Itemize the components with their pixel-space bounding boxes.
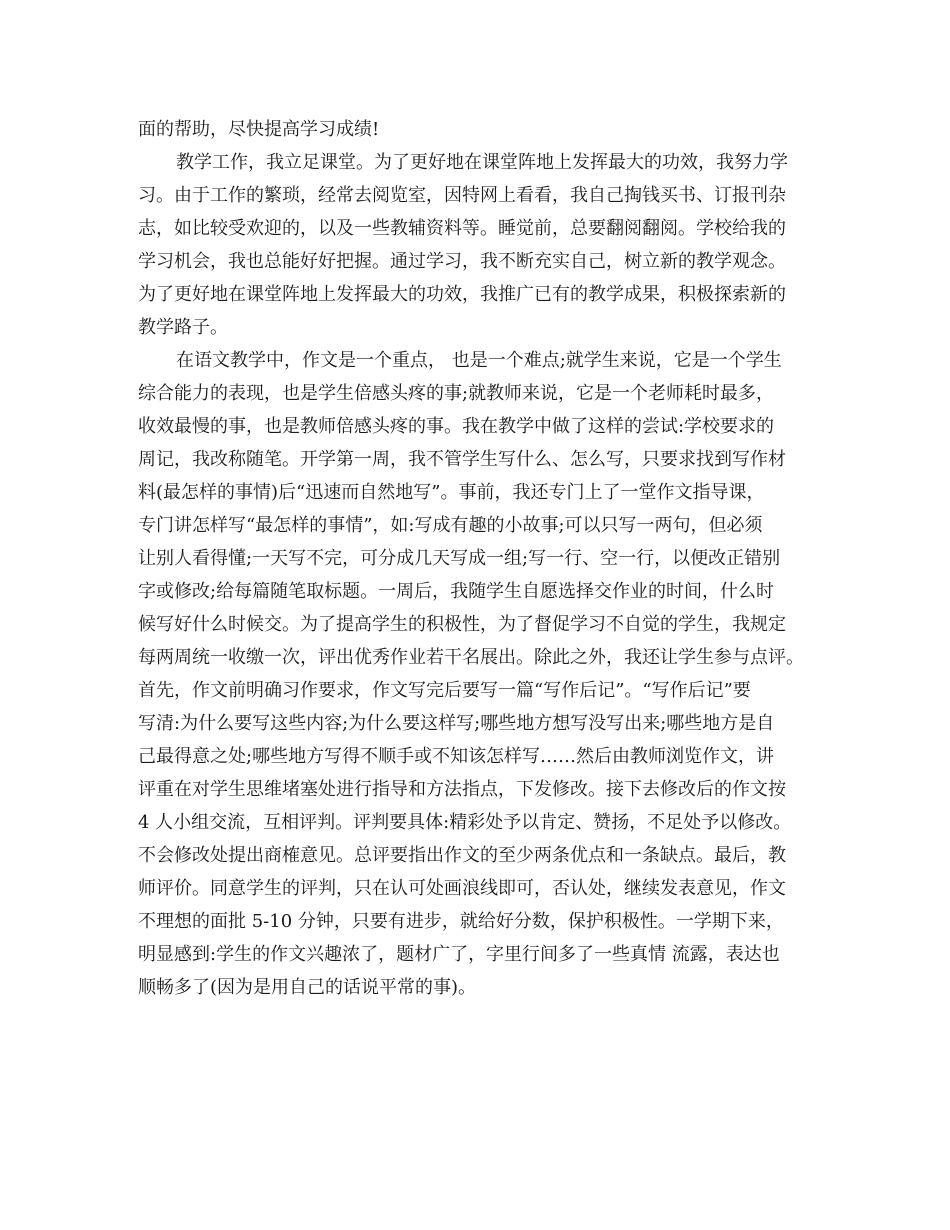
text-line: 教学工作，我立足课堂。为了更好地在课堂阵地上发挥最大的功效，我努力学 — [176, 152, 788, 173]
text-line: 字或修改;给每篇随笔取标题。一周后，我随学生自愿选择交作业的时间，什么时 — [138, 581, 775, 602]
text-line: 收效最慢的事，也是教师倍感头疼的事。我在教学中做了这样的尝试:学校要求的 — [138, 416, 775, 437]
text-line: 己最得意之处;哪些地方写得不顺手或不知该怎样写……然后由教师浏览作文，讲 — [138, 746, 775, 767]
text-line: 不理想的面批 5-10 分钟，只要有进步，就给好分数，保护积极性。一学期下来， — [138, 911, 784, 932]
text-line: 志，如比较受欢迎的，以及一些教辅资料等。睡觉前，总要翻阅翻阅。学校给我的 — [138, 218, 786, 239]
text-line: 不会修改处提出商榷意见。总评要指出作文的至少两条优点和一条缺点。最后，教 — [138, 845, 786, 866]
text-line: 评重在对学生思维堵塞处进行指导和方法指点，下发修改。接下去修改后的作文按 — [138, 779, 786, 800]
text-line: 料(最怎样的事情)后“迅速而自然地写”。事前，我还专门上了一堂作文指导课， — [138, 482, 765, 503]
text-line: 教学路子。 — [138, 317, 228, 338]
text-line: 每两周统一收缴一次，评出优秀作业若干名展出。除此之外，我还让学生参与点评。 — [138, 647, 804, 668]
text-line: 师评价。同意学生的评判，只在认可处画浪线即可，否认处，继续发表意见，作文 — [138, 878, 786, 899]
text-line: 顺畅多了(因为是用自己的话说平常的事)。 — [138, 977, 477, 998]
text-line: 为了更好地在课堂阵地上发挥最大的功效，我推广已有的教学成果，积极探索新的 — [138, 284, 786, 305]
text-line: 周记，我改称随笔。开学第一周，我不管学生写什么、怎么写，只要求找到写作材 — [138, 449, 786, 470]
text-line: 习。由于工作的繁琐，经常去阅览室，因特网上看看，我自己掏钱买书、订报刊杂 — [138, 185, 786, 206]
text-line: 在语文教学中，作文是一个重点， 也是一个难点;就学生来说，它是一个学生 — [176, 350, 782, 371]
text-line: 面的帮助，尽快提高学习成绩! — [138, 119, 380, 140]
text-line: 首先，作文前明确习作要求，作文写完后要写一篇“写作后记”。“写作后记”要 — [138, 680, 751, 701]
text-line: 候写好什么时候交。为了提高学生的积极性，为了督促学习不自觉的学生，我规定 — [138, 614, 786, 635]
text-line: 综合能力的表现，也是学生倍感头疼的事;就教师来说，它是一个老师耗时最多， — [138, 383, 775, 404]
text-line: 学习机会，我也总能好好把握。通过学习，我不断充实自己，树立新的教学观念。 — [138, 251, 786, 272]
text-line: 4 人小组交流，互相评判。评判要具体:精彩处予以肯定、赞扬，不足处予以修改。 — [138, 812, 792, 833]
document-body — [138, 113, 828, 1004]
text-line: 明显感到:学生的作文兴趣浓了，题材广了，字里行间多了一些真情 流露，表达也 — [138, 944, 780, 965]
text-line: 专门讲怎样写“最怎样的事情”，如:写成有趣的小故事;可以只写一两句，但必须 — [138, 515, 763, 536]
text-line: 让别人看得懂;一天写不完，可分成几天写成一组;写一行、空一行，以便改正错别 — [138, 548, 781, 569]
text-line: 写清:为什么要写这些内容;为什么要这样写;哪些地方想写没写出来;哪些地方是自 — [138, 713, 775, 734]
